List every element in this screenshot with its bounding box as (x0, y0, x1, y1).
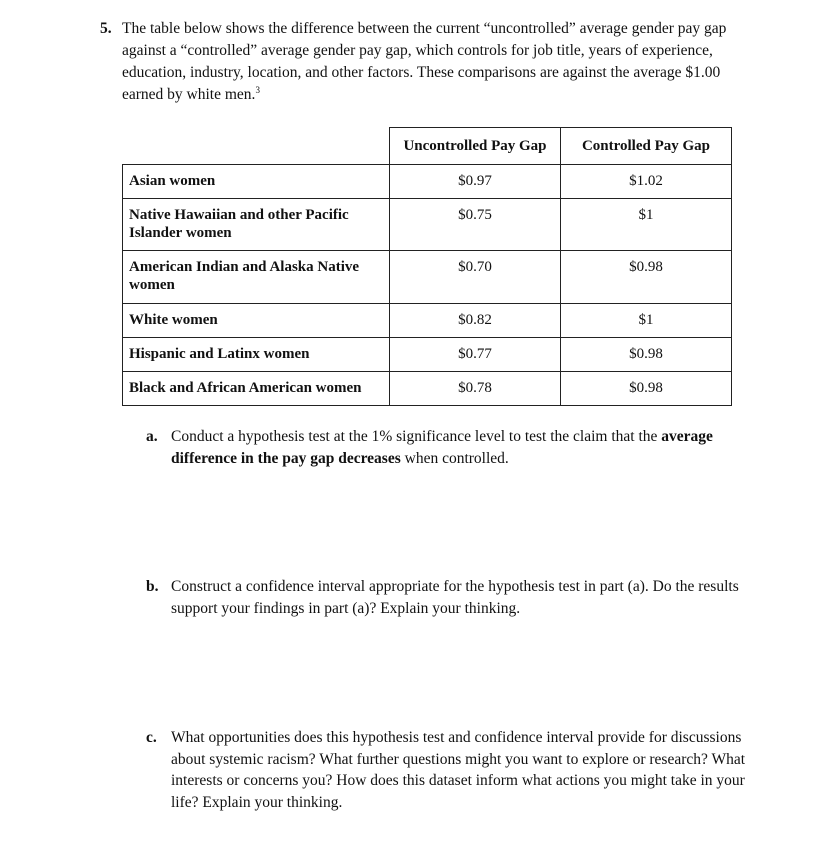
uncontrolled-value: $0.70 (390, 251, 561, 304)
part-c-letter: c. (146, 729, 157, 746)
part-b (146, 576, 756, 619)
controlled-value: $0.98 (561, 251, 732, 304)
part-a (146, 426, 756, 469)
part-a-text-after: when controlled. (404, 449, 509, 467)
question-body: The table below shows the difference between the current “uncontrolled” average gender pay gap against a “controlled” average gender pay gap, which controls for job title, years of experience, education, industry, location, and other factors. These comparisons are against the average $1.00 earned by white men. (122, 20, 727, 103)
pay-gap-table (122, 127, 732, 406)
part-b-letter: b. (146, 578, 159, 595)
table-row (123, 304, 732, 338)
part-c (146, 727, 756, 813)
uncontrolled-value: $0.75 (390, 199, 561, 251)
uncontrolled-value: $0.78 (390, 372, 561, 406)
table-row (123, 199, 732, 251)
footnote-marker: 3 (255, 85, 260, 95)
table-corner-cell (123, 128, 390, 165)
uncontrolled-value: $0.77 (390, 338, 561, 372)
table-row (123, 338, 732, 372)
question-text (122, 18, 760, 106)
header-uncontrolled: Uncontrolled Pay Gap (390, 128, 561, 165)
group-label: Hispanic and Latinx women (123, 338, 390, 372)
table-row (123, 372, 732, 406)
controlled-value: $0.98 (561, 338, 732, 372)
part-c-text: What opportunities does this hypothesis test and confidence interval provide for discussions about systemic racism? What further questions might you want to explore or research? What interests or concerns you? How does this dataset inform what actions you might take in your life? Explain your thinking. (171, 729, 746, 811)
part-a-letter: a. (146, 428, 158, 445)
table-header-row (123, 128, 732, 165)
part-a-text (171, 426, 756, 469)
group-label: Native Hawaiian and other Pacific Islander women (123, 199, 390, 251)
question-5 (100, 18, 760, 106)
controlled-value: $1.02 (561, 165, 732, 199)
table-row (123, 251, 732, 304)
uncontrolled-value: $0.97 (390, 165, 561, 199)
header-controlled: Controlled Pay Gap (561, 128, 732, 165)
group-label: American Indian and Alaska Native women (123, 251, 390, 304)
group-label: Asian women (123, 165, 390, 199)
group-label: White women (123, 304, 390, 338)
controlled-value: $0.98 (561, 372, 732, 406)
uncontrolled-value: $0.82 (390, 304, 561, 338)
table-row (123, 165, 732, 199)
controlled-value: $1 (561, 304, 732, 338)
controlled-value: $1 (561, 199, 732, 251)
part-a-text-before: Conduct a hypothesis test at the 1% significance level to test the claim that the (171, 428, 658, 445)
part-a-emphasis: average difference in the pay gap decreases (171, 428, 713, 467)
part-b-text: Construct a confidence interval appropriate for the hypothesis test in part (a). Do the results support your findings in part (a)? Explain your thinking. (171, 578, 739, 617)
group-label: Black and African American women (123, 372, 390, 406)
question-number: 5. (100, 20, 112, 37)
